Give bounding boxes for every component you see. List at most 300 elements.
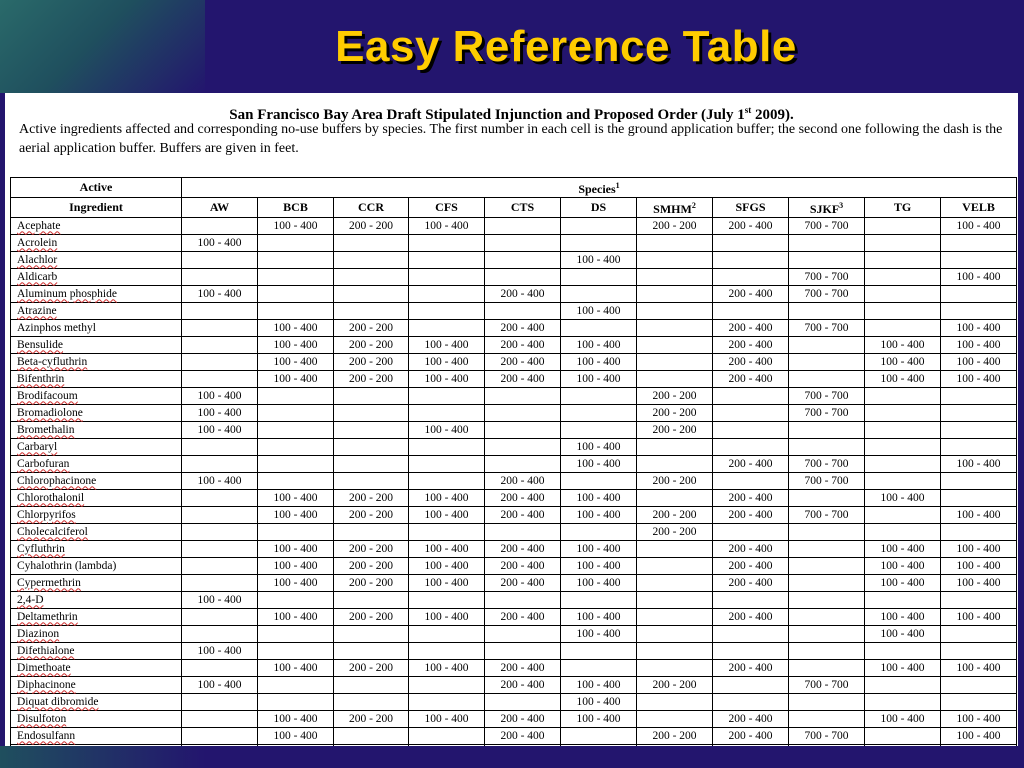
buffer-cell (637, 626, 713, 643)
buffer-cell: 700 - 700 (789, 320, 865, 337)
buffer-cell (409, 388, 485, 405)
buffer-cell (334, 473, 409, 490)
buffer-cell: 100 - 400 (182, 388, 258, 405)
buffer-cell: 100 - 400 (865, 371, 941, 388)
buffer-cell (182, 303, 258, 320)
buffer-cell (409, 728, 485, 745)
heading-end: 2009). (751, 107, 794, 123)
buffer-cell (789, 694, 865, 711)
buffer-cell: 100 - 400 (561, 711, 637, 728)
buffer-cell: 100 - 400 (865, 575, 941, 592)
buffer-cell (789, 626, 865, 643)
buffer-cell: 200 - 400 (485, 371, 561, 388)
table-row (11, 626, 1017, 643)
ingredient-name (11, 439, 182, 456)
buffer-cell (637, 286, 713, 303)
table-row (11, 490, 1017, 507)
buffer-cell (789, 303, 865, 320)
buffer-cell (334, 728, 409, 745)
buffer-cell (637, 354, 713, 371)
buffer-cell (561, 660, 637, 677)
buffer-cell: 100 - 400 (941, 354, 1017, 371)
table-row (11, 235, 1017, 252)
buffer-cell: 100 - 400 (941, 269, 1017, 286)
buffer-cell (637, 541, 713, 558)
buffer-cell: 100 - 400 (941, 711, 1017, 728)
buffer-cell: 100 - 400 (865, 660, 941, 677)
buffer-cell: 100 - 400 (409, 218, 485, 235)
buffer-cell: 100 - 400 (865, 337, 941, 354)
ingredient-name-text: Disulfoton (17, 712, 67, 725)
table-row (11, 286, 1017, 303)
table-row (11, 388, 1017, 405)
buffer-cell (865, 439, 941, 456)
buffer-cell (485, 235, 561, 252)
buffer-cell (865, 507, 941, 524)
table-row (11, 592, 1017, 609)
buffer-cell: 200 - 200 (637, 218, 713, 235)
ingredient-name (11, 507, 182, 524)
ingredient-name (11, 456, 182, 473)
buffer-cell: 200 - 400 (713, 456, 789, 473)
buffer-cell: 700 - 700 (789, 728, 865, 745)
ingredient-name-text: Bensulide (17, 338, 63, 351)
buffer-cell: 100 - 400 (941, 507, 1017, 524)
buffer-cell: 200 - 400 (713, 507, 789, 524)
buffer-cell (637, 660, 713, 677)
buffer-cell (258, 473, 334, 490)
buffer-cell: 200 - 400 (713, 660, 789, 677)
buffer-cell (941, 677, 1017, 694)
buffer-cell (789, 643, 865, 660)
ingredient-name-text: Aldicarb (17, 270, 58, 283)
buffer-cell (941, 592, 1017, 609)
ingredient-name (11, 286, 182, 303)
buffer-cell (485, 592, 561, 609)
ingredient-name (11, 711, 182, 728)
buffer-cell: 700 - 700 (789, 218, 865, 235)
ingredient-name-text: Dimethoate (17, 661, 71, 674)
buffer-cell (561, 473, 637, 490)
ingredient-name-text: Aluminum phosphide (17, 287, 117, 300)
buffer-cell (258, 235, 334, 252)
buffer-cell (713, 677, 789, 694)
buffer-cell (561, 643, 637, 660)
ingredient-name (11, 354, 182, 371)
ingredient-name (11, 660, 182, 677)
buffer-cell: 100 - 400 (561, 626, 637, 643)
buffer-cell (409, 473, 485, 490)
buffer-cell (561, 218, 637, 235)
buffer-cell: 100 - 400 (941, 558, 1017, 575)
table-row (11, 439, 1017, 456)
buffer-cell (409, 405, 485, 422)
buffer-cell (561, 592, 637, 609)
buffer-cell: 100 - 400 (258, 490, 334, 507)
buffer-cell (334, 524, 409, 541)
buffer-cell: 100 - 400 (561, 507, 637, 524)
buffer-cell (637, 235, 713, 252)
buffer-cell: 200 - 400 (713, 711, 789, 728)
buffer-cell (409, 320, 485, 337)
buffer-cell (334, 388, 409, 405)
table-row (11, 337, 1017, 354)
buffer-cell (941, 422, 1017, 439)
buffer-cell (409, 456, 485, 473)
ingredient-name (11, 626, 182, 643)
ingredient-name (11, 269, 182, 286)
buffer-cell (789, 711, 865, 728)
buffer-cell: 100 - 400 (561, 337, 637, 354)
buffer-cell (258, 405, 334, 422)
buffer-cell (941, 524, 1017, 541)
ingredient-name (11, 371, 182, 388)
buffer-cell (637, 439, 713, 456)
buffer-cell (334, 422, 409, 439)
buffer-cell (637, 456, 713, 473)
column-header-label: SFGS (735, 200, 766, 214)
buffer-cell (865, 728, 941, 745)
buffer-cell (789, 439, 865, 456)
table-row (11, 711, 1017, 728)
buffer-cell: 100 - 400 (258, 711, 334, 728)
buffer-cell: 200 - 400 (713, 541, 789, 558)
buffer-cell: 100 - 400 (561, 303, 637, 320)
table-row (11, 643, 1017, 660)
buffer-cell (637, 320, 713, 337)
buffer-cell (334, 252, 409, 269)
ingredient-name (11, 320, 182, 337)
buffer-cell (485, 303, 561, 320)
column-header-label: BCB (283, 200, 308, 214)
table-row (11, 541, 1017, 558)
buffer-cell (409, 524, 485, 541)
buffer-cell: 200 - 200 (637, 388, 713, 405)
buffer-cell: 700 - 700 (789, 388, 865, 405)
buffer-cell (941, 405, 1017, 422)
buffer-cell: 100 - 400 (941, 320, 1017, 337)
buffer-cell: 100 - 400 (865, 541, 941, 558)
ingredient-name-text: Acephate (17, 219, 61, 232)
buffer-cell: 100 - 400 (561, 541, 637, 558)
buffer-cell: 100 - 400 (182, 592, 258, 609)
buffer-cell: 700 - 700 (789, 473, 865, 490)
buffer-cell (561, 524, 637, 541)
ingredient-name (11, 405, 182, 422)
buffer-cell: 200 - 400 (713, 558, 789, 575)
buffer-cell (637, 711, 713, 728)
column-header-cts (485, 198, 561, 218)
column-header-label: AW (209, 200, 230, 214)
buffer-cell (334, 286, 409, 303)
buffer-cell (182, 609, 258, 626)
buffer-cell: 100 - 400 (258, 728, 334, 745)
ingredient-name-text: Alachlor (17, 253, 58, 266)
buffer-cell: 100 - 400 (941, 337, 1017, 354)
buffer-cell (409, 439, 485, 456)
table-row (11, 558, 1017, 575)
column-header-sfgs (713, 198, 789, 218)
buffer-cell (713, 235, 789, 252)
buffer-cell (713, 269, 789, 286)
buffer-cell: 200 - 200 (334, 558, 409, 575)
buffer-cell (182, 575, 258, 592)
buffer-cell: 200 - 200 (334, 218, 409, 235)
ingredient-name (11, 337, 182, 354)
buffer-cell (713, 388, 789, 405)
active-header-line2: Ingredient (69, 200, 123, 214)
buffer-cell (182, 626, 258, 643)
buffer-cell: 100 - 400 (865, 558, 941, 575)
buffer-cell (485, 269, 561, 286)
buffer-cell: 100 - 400 (182, 677, 258, 694)
buffer-cell: 200 - 400 (713, 575, 789, 592)
column-header-velb (941, 198, 1017, 218)
buffer-cell (182, 660, 258, 677)
buffer-cell: 100 - 400 (258, 218, 334, 235)
buffer-cell: 100 - 400 (865, 609, 941, 626)
buffer-cell (182, 218, 258, 235)
ingredient-name-text: Brodifacoum (17, 389, 78, 402)
buffer-cell (258, 422, 334, 439)
ingredient-name-text: Bromethalin (17, 423, 75, 436)
buffer-cell (258, 643, 334, 660)
ingredient-name-text: Beta-cyfluthrin (17, 355, 88, 368)
buffer-cell: 100 - 400 (258, 660, 334, 677)
buffer-cell (334, 592, 409, 609)
buffer-cell (789, 575, 865, 592)
ingredient-name-text: Diazinon (17, 627, 60, 640)
buffer-cell (561, 405, 637, 422)
buffer-cell: 100 - 400 (409, 575, 485, 592)
buffer-cell (713, 422, 789, 439)
buffer-cell: 100 - 400 (941, 660, 1017, 677)
buffer-cell: 100 - 400 (409, 507, 485, 524)
ingredient-name (11, 609, 182, 626)
buffer-cell (485, 456, 561, 473)
buffer-cell (334, 643, 409, 660)
buffer-cell: 200 - 400 (485, 507, 561, 524)
ingredient-name-text: Atrazine (17, 304, 57, 317)
species-header-label: Species (578, 182, 616, 196)
buffer-cell (865, 286, 941, 303)
buffer-cell: 200 - 400 (713, 286, 789, 303)
column-header-sup: 2 (691, 201, 696, 210)
ingredient-name (11, 592, 182, 609)
buffer-cell: 100 - 400 (182, 235, 258, 252)
buffer-cell: 100 - 400 (561, 575, 637, 592)
buffer-cell (637, 337, 713, 354)
buffer-cell (182, 439, 258, 456)
buffer-cell (561, 286, 637, 303)
buffer-cell: 100 - 400 (941, 728, 1017, 745)
ingredient-name-text: Deltamethrin (17, 610, 78, 623)
buffer-cell (182, 490, 258, 507)
buffer-cell: 200 - 400 (485, 490, 561, 507)
buffer-cell (258, 286, 334, 303)
buffer-cell (713, 643, 789, 660)
buffer-cell: 100 - 400 (258, 507, 334, 524)
column-header-label: VELB (962, 200, 995, 214)
buffer-cell (713, 524, 789, 541)
buffer-cell: 100 - 400 (561, 490, 637, 507)
ingredient-name (11, 558, 182, 575)
buffer-cell (941, 694, 1017, 711)
table-row (11, 660, 1017, 677)
buffer-cell (789, 252, 865, 269)
ingredient-name-text: Acrolein (17, 236, 58, 249)
buffer-cell (637, 252, 713, 269)
buffer-cell (258, 626, 334, 643)
buffer-cell: 200 - 200 (637, 473, 713, 490)
buffer-cell (941, 286, 1017, 303)
buffer-cell (258, 252, 334, 269)
table-row (11, 371, 1017, 388)
buffer-cell (941, 439, 1017, 456)
buffer-cell (485, 626, 561, 643)
buffer-cell: 200 - 200 (637, 422, 713, 439)
buffer-cell: 200 - 400 (485, 473, 561, 490)
buffer-cell (713, 439, 789, 456)
buffer-cell: 100 - 400 (561, 354, 637, 371)
table-row (11, 303, 1017, 320)
active-header-line1: Active (79, 180, 113, 194)
buffer-cell: 100 - 400 (409, 371, 485, 388)
buffer-cell: 100 - 400 (409, 541, 485, 558)
column-header-label: TG (893, 200, 912, 214)
buffer-cell (789, 490, 865, 507)
buffer-cell (865, 592, 941, 609)
ingredient-name-text: Bifenthrin (17, 372, 65, 385)
buffer-cell (334, 677, 409, 694)
buffer-cell: 200 - 200 (334, 711, 409, 728)
ingredient-name (11, 388, 182, 405)
buffer-cell: 200 - 200 (334, 490, 409, 507)
buffer-cell (865, 694, 941, 711)
buffer-cell (334, 456, 409, 473)
ingredient-name-text: Cyfluthrin (17, 542, 65, 555)
buffer-cell: 100 - 400 (561, 456, 637, 473)
column-header-label: SMHM (653, 202, 692, 216)
buffer-cell (789, 660, 865, 677)
buffer-cell: 200 - 400 (485, 541, 561, 558)
buffer-cell (334, 235, 409, 252)
buffer-cell: 200 - 400 (713, 371, 789, 388)
column-header-ds (561, 198, 637, 218)
buffer-cell: 200 - 400 (485, 337, 561, 354)
buffer-cell (182, 337, 258, 354)
column-header-aw (182, 198, 258, 218)
table-row (11, 507, 1017, 524)
buffer-cell: 200 - 200 (334, 660, 409, 677)
buffer-cell: 200 - 400 (713, 337, 789, 354)
buffer-cell: 100 - 400 (941, 609, 1017, 626)
ingredient-name (11, 473, 182, 490)
buffer-cell (182, 507, 258, 524)
buffer-cell (258, 303, 334, 320)
buffer-cell (409, 235, 485, 252)
table-row (11, 728, 1017, 745)
ingredient-name-text: Chlorpyrifos (17, 508, 76, 521)
buffer-cell: 100 - 400 (941, 456, 1017, 473)
buffer-cell: 100 - 400 (561, 371, 637, 388)
buffer-cell: 100 - 400 (258, 575, 334, 592)
table-row (11, 456, 1017, 473)
buffer-cell (941, 473, 1017, 490)
column-header-cfs (409, 198, 485, 218)
buffer-cell (865, 405, 941, 422)
table-row (11, 252, 1017, 269)
ingredient-name-text: Cypermethrin (17, 576, 81, 589)
buffer-cell: 100 - 400 (561, 677, 637, 694)
buffer-cell (561, 422, 637, 439)
ingredient-name-text: Chlorophacinone (17, 474, 97, 487)
buffer-cell (258, 456, 334, 473)
buffer-cell: 100 - 400 (409, 337, 485, 354)
buffer-cell: 200 - 400 (485, 354, 561, 371)
table-row (11, 694, 1017, 711)
ingredient-name-text: Azinphos methyl (17, 321, 96, 334)
document-heading (5, 100, 1018, 123)
buffer-cell (865, 388, 941, 405)
ingredient-name-text: Bromadiolone (17, 406, 83, 419)
buffer-cell (182, 541, 258, 558)
buffer-cell (637, 592, 713, 609)
table-body (11, 218, 1017, 762)
buffer-cell (485, 439, 561, 456)
buffer-cell: 200 - 200 (334, 507, 409, 524)
buffer-cell: 200 - 400 (713, 490, 789, 507)
buffer-cell: 100 - 400 (182, 422, 258, 439)
ingredient-name (11, 643, 182, 660)
ingredient-name (11, 218, 182, 235)
buffer-cell: 200 - 200 (334, 541, 409, 558)
buffer-cell (182, 456, 258, 473)
buffer-cell: 200 - 400 (713, 354, 789, 371)
buffer-cell: 100 - 400 (182, 473, 258, 490)
buffer-cell (409, 626, 485, 643)
buffer-cell (713, 694, 789, 711)
buffer-cell (865, 269, 941, 286)
buffer-cell (941, 235, 1017, 252)
buffer-cell: 200 - 200 (637, 677, 713, 694)
buffer-cell: 100 - 400 (561, 252, 637, 269)
buffer-cell (789, 541, 865, 558)
buffer-cell (182, 524, 258, 541)
ingredient-name-text: Endosulfann (17, 729, 76, 742)
buffer-cell (258, 439, 334, 456)
buffer-cell (334, 303, 409, 320)
table-row (11, 269, 1017, 286)
buffer-cell (258, 269, 334, 286)
buffer-cell (713, 626, 789, 643)
buffer-cell: 100 - 400 (561, 694, 637, 711)
buffer-cell (409, 677, 485, 694)
buffer-cell: 200 - 400 (485, 609, 561, 626)
buffer-cell (561, 388, 637, 405)
ingredient-name-text: 2,4-D (17, 593, 44, 606)
ingredient-name (11, 303, 182, 320)
buffer-cell (713, 592, 789, 609)
buffer-cell (789, 337, 865, 354)
buffer-cell (258, 694, 334, 711)
table-row (11, 320, 1017, 337)
species-header (182, 178, 1017, 198)
buffer-cell (865, 422, 941, 439)
buffer-cell: 700 - 700 (789, 269, 865, 286)
column-header-label: CTS (510, 200, 535, 214)
buffer-cell (485, 218, 561, 235)
